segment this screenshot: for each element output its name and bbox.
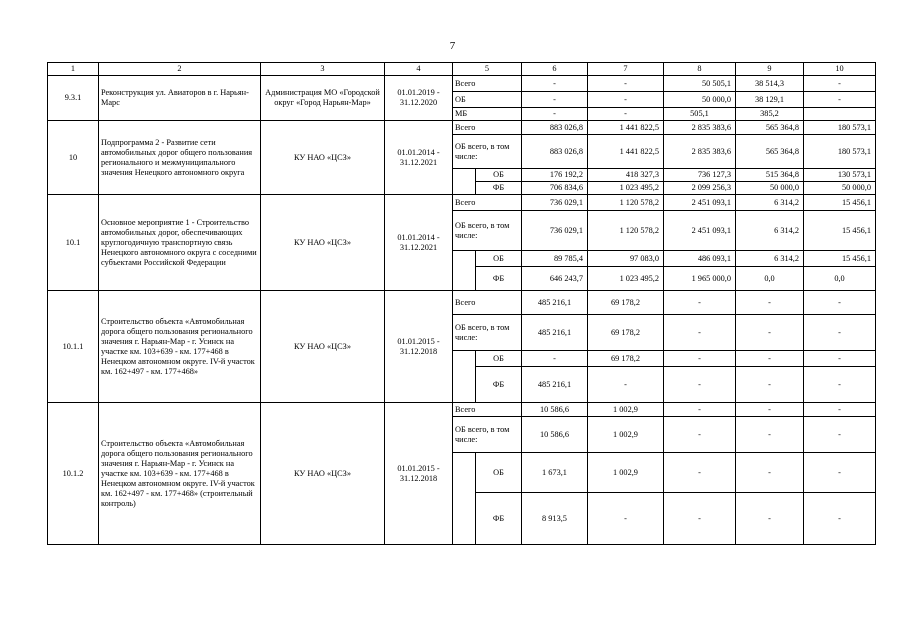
value-cell: 50 000,0 — [804, 182, 876, 195]
value-cell: 736 029,1 — [522, 195, 588, 211]
value-cell: 883 026,8 — [522, 121, 588, 135]
funding-label: ОБ — [476, 251, 522, 267]
value-cell: 8 913,5 — [522, 493, 588, 545]
value-cell: 6 314,2 — [736, 195, 804, 211]
value-cell: 38 129,1 — [736, 92, 804, 108]
value-cell: - — [804, 417, 876, 453]
value-cell: 515 364,8 — [736, 169, 804, 182]
table-row — [48, 403, 876, 417]
value-cell: - — [664, 453, 736, 493]
row-number: 10.1.2 — [48, 403, 99, 545]
row-name: Подпрограмма 2 - Развитие сети автомобильных дорог общего пользования регионального и межмуниципального значения Ненецкого автономного округа — [99, 121, 261, 195]
row-name: Строительство объекта «Автомобильная дорога общего пользования регионального значения г. Нарьян-Мар - г. Усинск на участке км. 103+639 - км. 177+468 в Ненецком автономном округе. IV-й участок км. 162+497 - км. 177+468» — [99, 291, 261, 403]
header-cell: 9 — [736, 63, 804, 76]
value-cell: 2 835 383,6 — [664, 121, 736, 135]
value-cell: 1 002,9 — [588, 403, 664, 417]
value-cell: 15 456,1 — [804, 211, 876, 251]
funding-label: ФБ — [476, 182, 522, 195]
table-row — [48, 121, 876, 135]
funding-label: ОБ — [476, 453, 522, 493]
row-executor: КУ НАО «ЦСЗ» — [261, 403, 385, 545]
value-cell: - — [522, 76, 588, 92]
value-cell: 15 456,1 — [804, 195, 876, 211]
value-cell: - — [804, 453, 876, 493]
funding-label: Всего — [453, 121, 522, 135]
value-cell: - — [522, 108, 588, 121]
table-row — [48, 76, 876, 92]
page-number: 7 — [449, 40, 456, 52]
header-cell: 6 — [522, 63, 588, 76]
value-cell: - — [804, 493, 876, 545]
value-cell: 6 314,2 — [736, 251, 804, 267]
value-cell: - — [736, 315, 804, 351]
value-cell: 50 505,1 — [664, 76, 736, 92]
value-cell: - — [736, 493, 804, 545]
value-cell: 89 785,4 — [522, 251, 588, 267]
value-cell: - — [588, 367, 664, 403]
row-executor: Администрация МО «Городской округ «Город Нарьян-Мар» — [261, 76, 385, 121]
indent-cell — [453, 453, 476, 545]
row-name: Строительство объекта «Автомобильная дорога общего пользования регионального значения г. Нарьян-Мар - г. Усинск на участке км. 103+639 - км. 177+468 в Ненецком автономном округе. IV-й участок км. 162+497 - км. 177+468» (строительный контроль) — [99, 403, 261, 545]
value-cell: 1 002,9 — [588, 453, 664, 493]
value-cell: 38 514,3 — [736, 76, 804, 92]
value-cell: - — [522, 351, 588, 367]
value-cell: 1 120 578,2 — [588, 211, 664, 251]
value-cell: 50 000,0 — [664, 92, 736, 108]
value-cell: 69 178,2 — [588, 351, 664, 367]
funding-label: ОБ — [453, 92, 522, 108]
value-cell: - — [664, 417, 736, 453]
value-cell: 1 441 822,5 — [588, 135, 664, 169]
row-period: 01.01.2015 - 31.12.2018 — [385, 291, 453, 403]
funding-label: ФБ — [476, 493, 522, 545]
row-number: 9.3.1 — [48, 76, 99, 121]
value-cell: 180 573,1 — [804, 121, 876, 135]
value-cell: 0,0 — [804, 267, 876, 291]
value-cell: - — [522, 92, 588, 108]
value-cell: 505,1 — [664, 108, 736, 121]
value-cell: - — [736, 403, 804, 417]
value-cell: - — [736, 291, 804, 315]
funding-label: ОБ всего, в том числе: — [453, 417, 522, 453]
value-cell: 97 083,0 — [588, 251, 664, 267]
value-cell: - — [804, 351, 876, 367]
value-cell: 2 451 093,1 — [664, 211, 736, 251]
funding-label: Всего — [453, 76, 522, 92]
value-cell: 486 093,1 — [664, 251, 736, 267]
value-cell: - — [664, 351, 736, 367]
value-cell: 10 586,6 — [522, 403, 588, 417]
value-cell: 883 026,8 — [522, 135, 588, 169]
value-cell: 15 456,1 — [804, 251, 876, 267]
value-cell — [804, 108, 876, 121]
value-cell: 50 000,0 — [736, 182, 804, 195]
funding-label: Всего — [453, 195, 522, 211]
value-cell: 1 120 578,2 — [588, 195, 664, 211]
indent-cell — [453, 169, 476, 195]
value-cell: 485 216,1 — [522, 315, 588, 351]
value-cell: - — [804, 92, 876, 108]
header-cell: 1 — [48, 63, 99, 76]
value-cell: 736 127,3 — [664, 169, 736, 182]
value-cell: - — [588, 76, 664, 92]
row-period: 01.01.2014 - 31.12.2021 — [385, 195, 453, 291]
value-cell: 0,0 — [736, 267, 804, 291]
value-cell: 485 216,1 — [522, 291, 588, 315]
value-cell: 69 178,2 — [588, 291, 664, 315]
value-cell: 2 451 093,1 — [664, 195, 736, 211]
value-cell: 10 586,6 — [522, 417, 588, 453]
value-cell: - — [664, 493, 736, 545]
row-period: 01.01.2014 - 31.12.2021 — [385, 121, 453, 195]
value-cell: 1 673,1 — [522, 453, 588, 493]
header-cell: 10 — [804, 63, 876, 76]
row-name: Основное мероприятие 1 - Строительство автомобильных дорог, обеспечивающих круглогодичную транспортную связь Ненецкого автономного округа с соседними субъектами Российской Федерации — [99, 195, 261, 291]
funding-label: Всего — [453, 403, 522, 417]
value-cell: 646 243,7 — [522, 267, 588, 291]
value-cell: - — [804, 76, 876, 92]
value-cell: 2 099 256,3 — [664, 182, 736, 195]
funding-label: ФБ — [476, 267, 522, 291]
row-number: 10.1 — [48, 195, 99, 291]
value-cell: - — [804, 403, 876, 417]
value-cell: - — [736, 367, 804, 403]
funding-label: ОБ всего, в том числе: — [453, 315, 522, 351]
table-row — [48, 195, 876, 211]
value-cell: - — [588, 108, 664, 121]
value-cell: - — [804, 315, 876, 351]
value-cell: - — [664, 367, 736, 403]
header-cell: 3 — [261, 63, 385, 76]
value-cell: 565 364,8 — [736, 121, 804, 135]
value-cell: 418 327,3 — [588, 169, 664, 182]
header-cell: 8 — [664, 63, 736, 76]
header-row — [48, 63, 876, 76]
value-cell: 130 573,1 — [804, 169, 876, 182]
value-cell: 69 178,2 — [588, 315, 664, 351]
value-cell: 485 216,1 — [522, 367, 588, 403]
value-cell: 2 835 383,6 — [664, 135, 736, 169]
header-cell: 5 — [453, 63, 522, 76]
header-cell: 4 — [385, 63, 453, 76]
value-cell: 1 023 495,2 — [588, 267, 664, 291]
value-cell: 1 441 822,5 — [588, 121, 664, 135]
value-cell: - — [804, 291, 876, 315]
value-cell: - — [736, 453, 804, 493]
funding-label: ФБ — [476, 367, 522, 403]
funding-label: ОБ всего, в том числе: — [453, 135, 522, 169]
value-cell: 1 965 000,0 — [664, 267, 736, 291]
value-cell: 565 364,8 — [736, 135, 804, 169]
indent-cell — [453, 351, 476, 403]
value-cell: 706 834,6 — [522, 182, 588, 195]
value-cell: - — [588, 92, 664, 108]
funding-label: ОБ — [476, 169, 522, 182]
row-number: 10 — [48, 121, 99, 195]
indent-cell — [453, 251, 476, 291]
value-cell: 1 023 495,2 — [588, 182, 664, 195]
value-cell: - — [664, 291, 736, 315]
value-cell: - — [736, 351, 804, 367]
row-name: Реконструкция ул. Авиаторов в г. Нарьян-Марс — [99, 76, 261, 121]
budget-table — [47, 62, 876, 545]
value-cell: 1 002,9 — [588, 417, 664, 453]
value-cell: - — [736, 417, 804, 453]
row-executor: КУ НАО «ЦСЗ» — [261, 291, 385, 403]
value-cell: 6 314,2 — [736, 211, 804, 251]
value-cell: - — [804, 367, 876, 403]
value-cell: - — [664, 403, 736, 417]
value-cell: 736 029,1 — [522, 211, 588, 251]
funding-label: ОБ — [476, 351, 522, 367]
funding-label: ОБ всего, в том числе: — [453, 211, 522, 251]
value-cell: 385,2 — [736, 108, 804, 121]
row-period: 01.01.2019 - 31.12.2020 — [385, 76, 453, 121]
row-number: 10.1.1 — [48, 291, 99, 403]
row-period: 01.01.2015 - 31.12.2018 — [385, 403, 453, 545]
value-cell: 176 192,2 — [522, 169, 588, 182]
header-cell: 7 — [588, 63, 664, 76]
value-cell: 180 573,1 — [804, 135, 876, 169]
value-cell: - — [664, 315, 736, 351]
funding-label: МБ — [453, 108, 522, 121]
funding-label: Всего — [453, 291, 522, 315]
value-cell: - — [588, 493, 664, 545]
row-executor: КУ НАО «ЦСЗ» — [261, 121, 385, 195]
table-row — [48, 291, 876, 315]
header-cell: 2 — [99, 63, 261, 76]
row-executor: КУ НАО «ЦСЗ» — [261, 195, 385, 291]
